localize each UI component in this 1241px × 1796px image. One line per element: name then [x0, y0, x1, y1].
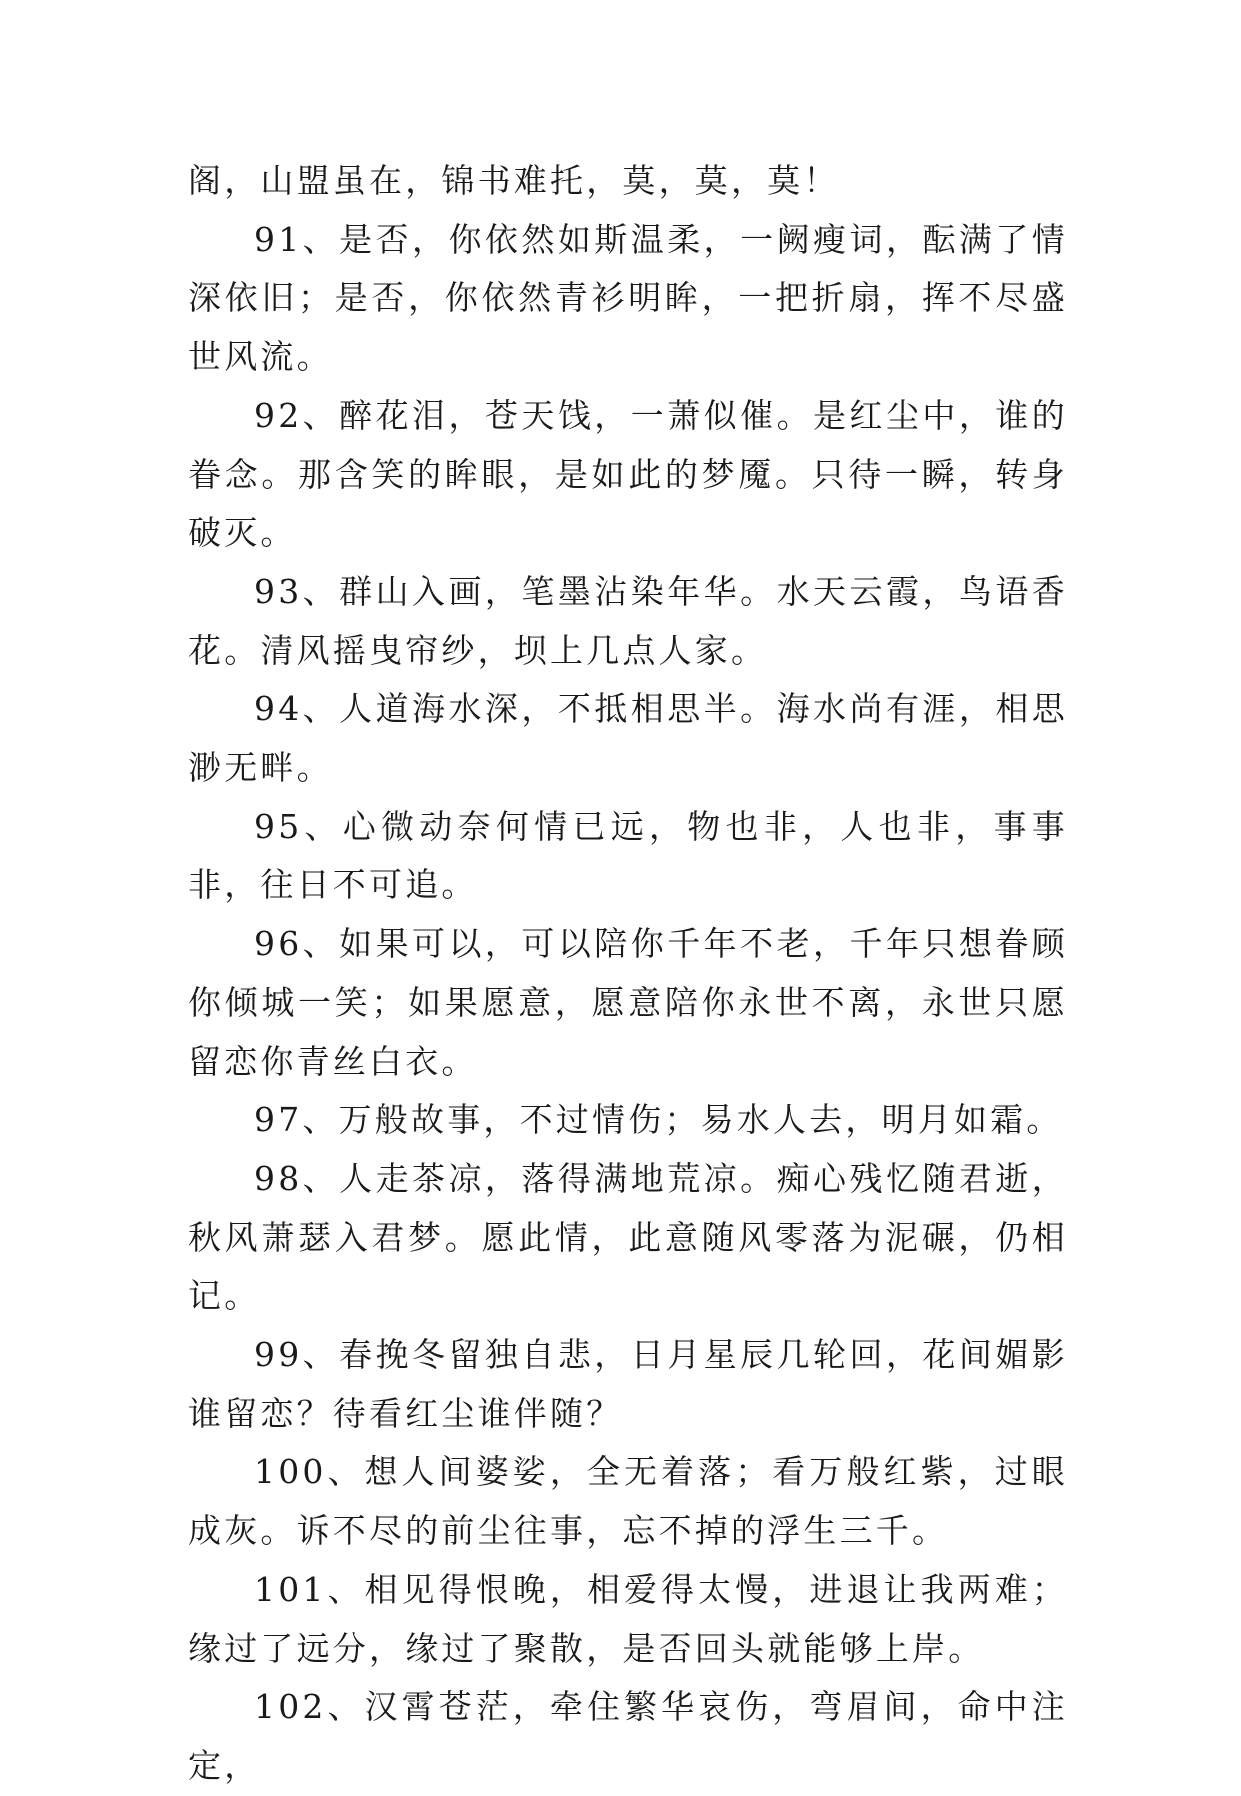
paragraph-101: 101、相见得恨晚，相爱得太慢，进退让我两难；缘过了远分，缘过了聚散，是否回头就能够上岸。	[188, 1569, 1068, 1668]
paragraph-92: 92、醉花泪，苍天饯，一萧似催。是红尘中，谁的眷念。那含笑的眸眼，是如此的梦魇。只待一瞬，转身破灭。	[188, 395, 1068, 553]
paragraph-93: 93、群山入画，笔墨沾染年华。水天云霞，鸟语香花。清风摇曳帘纱，坝上几点人家。	[188, 571, 1068, 670]
document-body	[188, 152, 1068, 1796]
paragraph-continuation: 阁，山盟虽在，锦书难托，莫，莫，莫！	[188, 161, 840, 200]
paragraph-94: 94、人道海水深，不抵相思半。海水尚有涯，相思渺无畔。	[188, 689, 1068, 788]
paragraph-100: 100、想人间婆娑，全无着落；看万般红紫，过眼成灰。诉不尽的前尘往事，忘不掉的浮生三千。	[188, 1452, 1068, 1551]
paragraph-96: 96、如果可以，可以陪你千年不老，千年只想眷顾你倾城一笑；如果愿意，愿意陪你永世不离，永世只愿留恋你青丝白衣。	[188, 924, 1068, 1081]
paragraph-98: 98、人走茶凉，落得满地荒凉。痴心残忆随君逝，秋风萧瑟入君梦。愿此情，此意随风零落为泥碾，仍相记。	[188, 1158, 1068, 1316]
paragraph-95: 95、心微动奈何情已远，物也非，人也非，事事非，往日不可追。	[188, 806, 1068, 905]
paragraph-97: 97、万般故事，不过情伤；易水人去，明月如霜。	[254, 1100, 1063, 1140]
paragraph-91: 91、是否，你依然如斯温柔，一阙瘦词，酝满了情深依旧；是否，你依然青衫明眸，一把折扇，挥不尽盛世风流。	[188, 219, 1068, 377]
paragraph-102: 102、汉霄苍茫，牵住繁华哀伤，弯眉间，命中注定，	[188, 1687, 1068, 1785]
paragraph-99: 99、春挽冬留独自悲，日月星辰几轮回，花间媚影谁留恋？待看红尘谁伴随？	[188, 1335, 1068, 1433]
